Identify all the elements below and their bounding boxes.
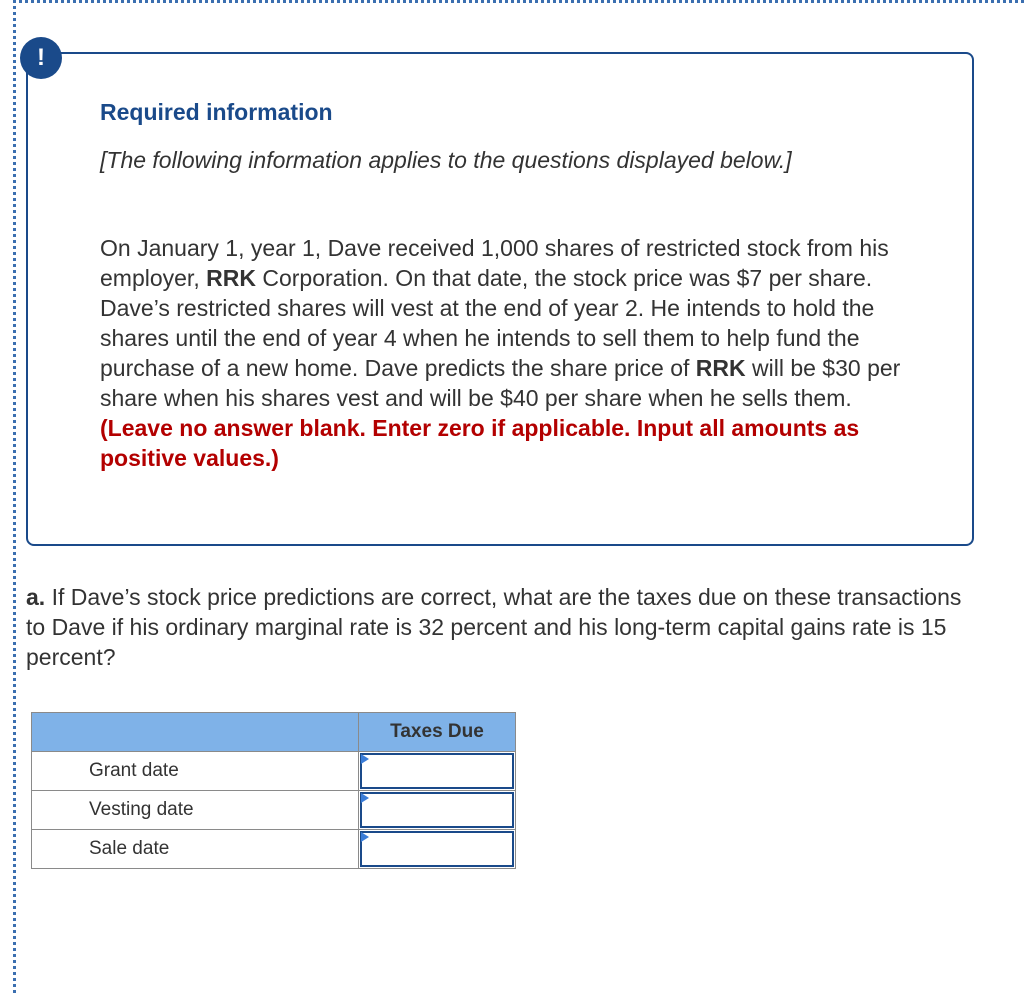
taxes-due-cell — [359, 830, 516, 869]
table-header-row — [32, 713, 516, 752]
info-body — [100, 233, 925, 473]
table-row — [32, 752, 516, 791]
taxes-due-cell — [359, 791, 516, 830]
sale-date-taxes-input[interactable] — [360, 831, 514, 867]
company-name: RRK — [206, 265, 256, 291]
company-name: RRK — [695, 355, 746, 381]
input-marker-icon — [361, 793, 369, 803]
input-marker-icon — [361, 754, 369, 764]
question-text: If Dave’s stock price predictions are correct, what are the taxes due on these transactions to Dave if his ordinary marginal rate is 32 percent and his long-term capital gains rate is 15 percent? — [26, 584, 962, 670]
table-row — [32, 830, 516, 869]
input-marker-icon — [361, 832, 369, 842]
info-title: Required information — [100, 99, 333, 125]
question-a — [26, 582, 986, 672]
instruction-text: (Leave no answer blank. Enter zero if applicable. Input all amounts as positive values.) — [100, 415, 860, 471]
table-row — [32, 791, 516, 830]
taxes-table — [31, 712, 516, 869]
info-body-part-1: On January 1, year 1, Dave received 1,000 shares of restricted stock from his employer, — [100, 235, 889, 291]
question-label: a. — [26, 584, 46, 610]
info-note: [The following information applies to the questions displayed below.] — [100, 147, 792, 173]
row-label-sale-date: Sale date — [32, 830, 359, 869]
row-label-grant-date: Grant date — [32, 752, 359, 791]
exclamation-icon: ! — [20, 37, 62, 79]
header-taxes-due: Taxes Due — [359, 713, 516, 752]
info-body-part-2: Corporation. On that date, the stock price was $7 per share. Dave’s restricted shares will vest at the end of year 2. He intends to hold the shares until the end of year 4 when he intends to sell them to help fund the purchase of a new home. Dave predicts the share price of — [100, 265, 875, 381]
grant-date-taxes-input[interactable] — [360, 753, 514, 789]
dotted-border-top — [13, 0, 1024, 3]
header-blank — [32, 713, 359, 752]
required-information-box — [26, 52, 974, 546]
vesting-date-taxes-input[interactable] — [360, 792, 514, 828]
taxes-due-cell — [359, 752, 516, 791]
dotted-border-left — [13, 0, 16, 993]
info-body-part-3: will be $30 per share when his shares vest and will be $40 per share when he sells them. — [100, 355, 901, 411]
row-label-vesting-date: Vesting date — [32, 791, 359, 830]
